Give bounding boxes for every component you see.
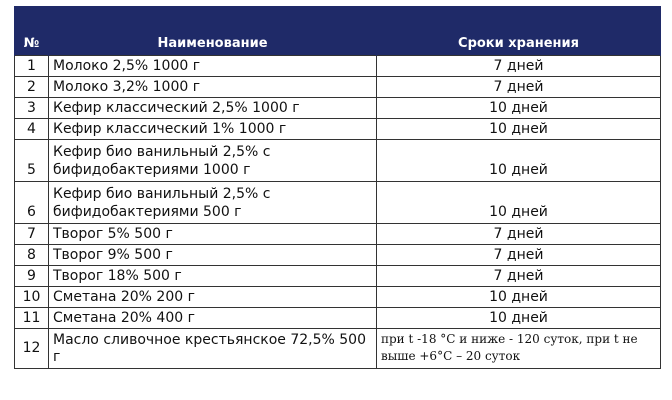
table-row <box>15 266 661 287</box>
storage-term: 10 дней <box>377 119 661 140</box>
table-row <box>15 119 661 140</box>
product-name: Кефир классический 2,5% 1000 г <box>49 98 377 119</box>
table-row <box>15 182 661 224</box>
table-row <box>15 245 661 266</box>
row-number: 11 <box>15 308 49 329</box>
storage-term: 7 дней <box>377 56 661 77</box>
product-name: Сметана 20% 200 г <box>49 287 377 308</box>
header-storage-term: Сроки хранения <box>377 6 661 56</box>
row-number: 8 <box>15 245 49 266</box>
product-name: Масло сливочное крестьянское 72,5% 500 г <box>49 329 377 369</box>
table-header <box>15 6 661 56</box>
product-name <box>49 182 377 224</box>
storage-table-container <box>14 6 660 369</box>
row-number: 2 <box>15 77 49 98</box>
storage-term: 10 дней <box>377 140 661 182</box>
row-number: 1 <box>15 56 49 77</box>
storage-term: 10 дней <box>377 287 661 308</box>
table-row <box>15 56 661 77</box>
product-name-line: бифидобактериями 500 г <box>53 203 242 220</box>
table-row <box>15 329 661 369</box>
storage-terms-table <box>14 6 661 369</box>
row-number: 4 <box>15 119 49 140</box>
product-name: Молоко 2,5% 1000 г <box>49 56 377 77</box>
storage-term: 7 дней <box>377 266 661 287</box>
header-row <box>15 6 661 56</box>
row-number: 6 <box>15 182 49 224</box>
storage-term: 10 дней <box>377 182 661 224</box>
product-name-line: бифидобактериями 1000 г <box>53 161 251 178</box>
product-name: Творог 18% 500 г <box>49 266 377 287</box>
row-number: 7 <box>15 224 49 245</box>
product-name <box>49 140 377 182</box>
product-name: Кефир классический 1% 1000 г <box>49 119 377 140</box>
header-name: Наименование <box>49 6 377 56</box>
table-row <box>15 140 661 182</box>
table-row <box>15 77 661 98</box>
storage-term: 7 дней <box>377 77 661 98</box>
storage-term-line: выше +6°С – 20 суток <box>381 349 521 363</box>
product-name: Творог 9% 500 г <box>49 245 377 266</box>
storage-term: 10 дней <box>377 308 661 329</box>
storage-term: 10 дней <box>377 98 661 119</box>
table-row <box>15 224 661 245</box>
row-number: 12 <box>15 329 49 369</box>
table-row <box>15 98 661 119</box>
product-name: Молоко 3,2% 1000 г <box>49 77 377 98</box>
row-number: 9 <box>15 266 49 287</box>
table-row <box>15 308 661 329</box>
header-number: № <box>15 6 49 56</box>
product-name-line: Кефир био ванильный 2,5% с <box>53 185 271 202</box>
storage-term <box>377 329 661 369</box>
storage-term: 7 дней <box>377 224 661 245</box>
storage-term: 7 дней <box>377 245 661 266</box>
row-number: 3 <box>15 98 49 119</box>
table-row <box>15 287 661 308</box>
row-number: 10 <box>15 287 49 308</box>
row-number: 5 <box>15 140 49 182</box>
product-name: Творог 5% 500 г <box>49 224 377 245</box>
product-name: Сметана 20% 400 г <box>49 308 377 329</box>
storage-term-line: при t -18 °С и ниже - 120 суток, при t не <box>381 332 638 346</box>
table-body <box>15 56 661 369</box>
product-name-line: Кефир био ванильный 2,5% с <box>53 143 271 160</box>
